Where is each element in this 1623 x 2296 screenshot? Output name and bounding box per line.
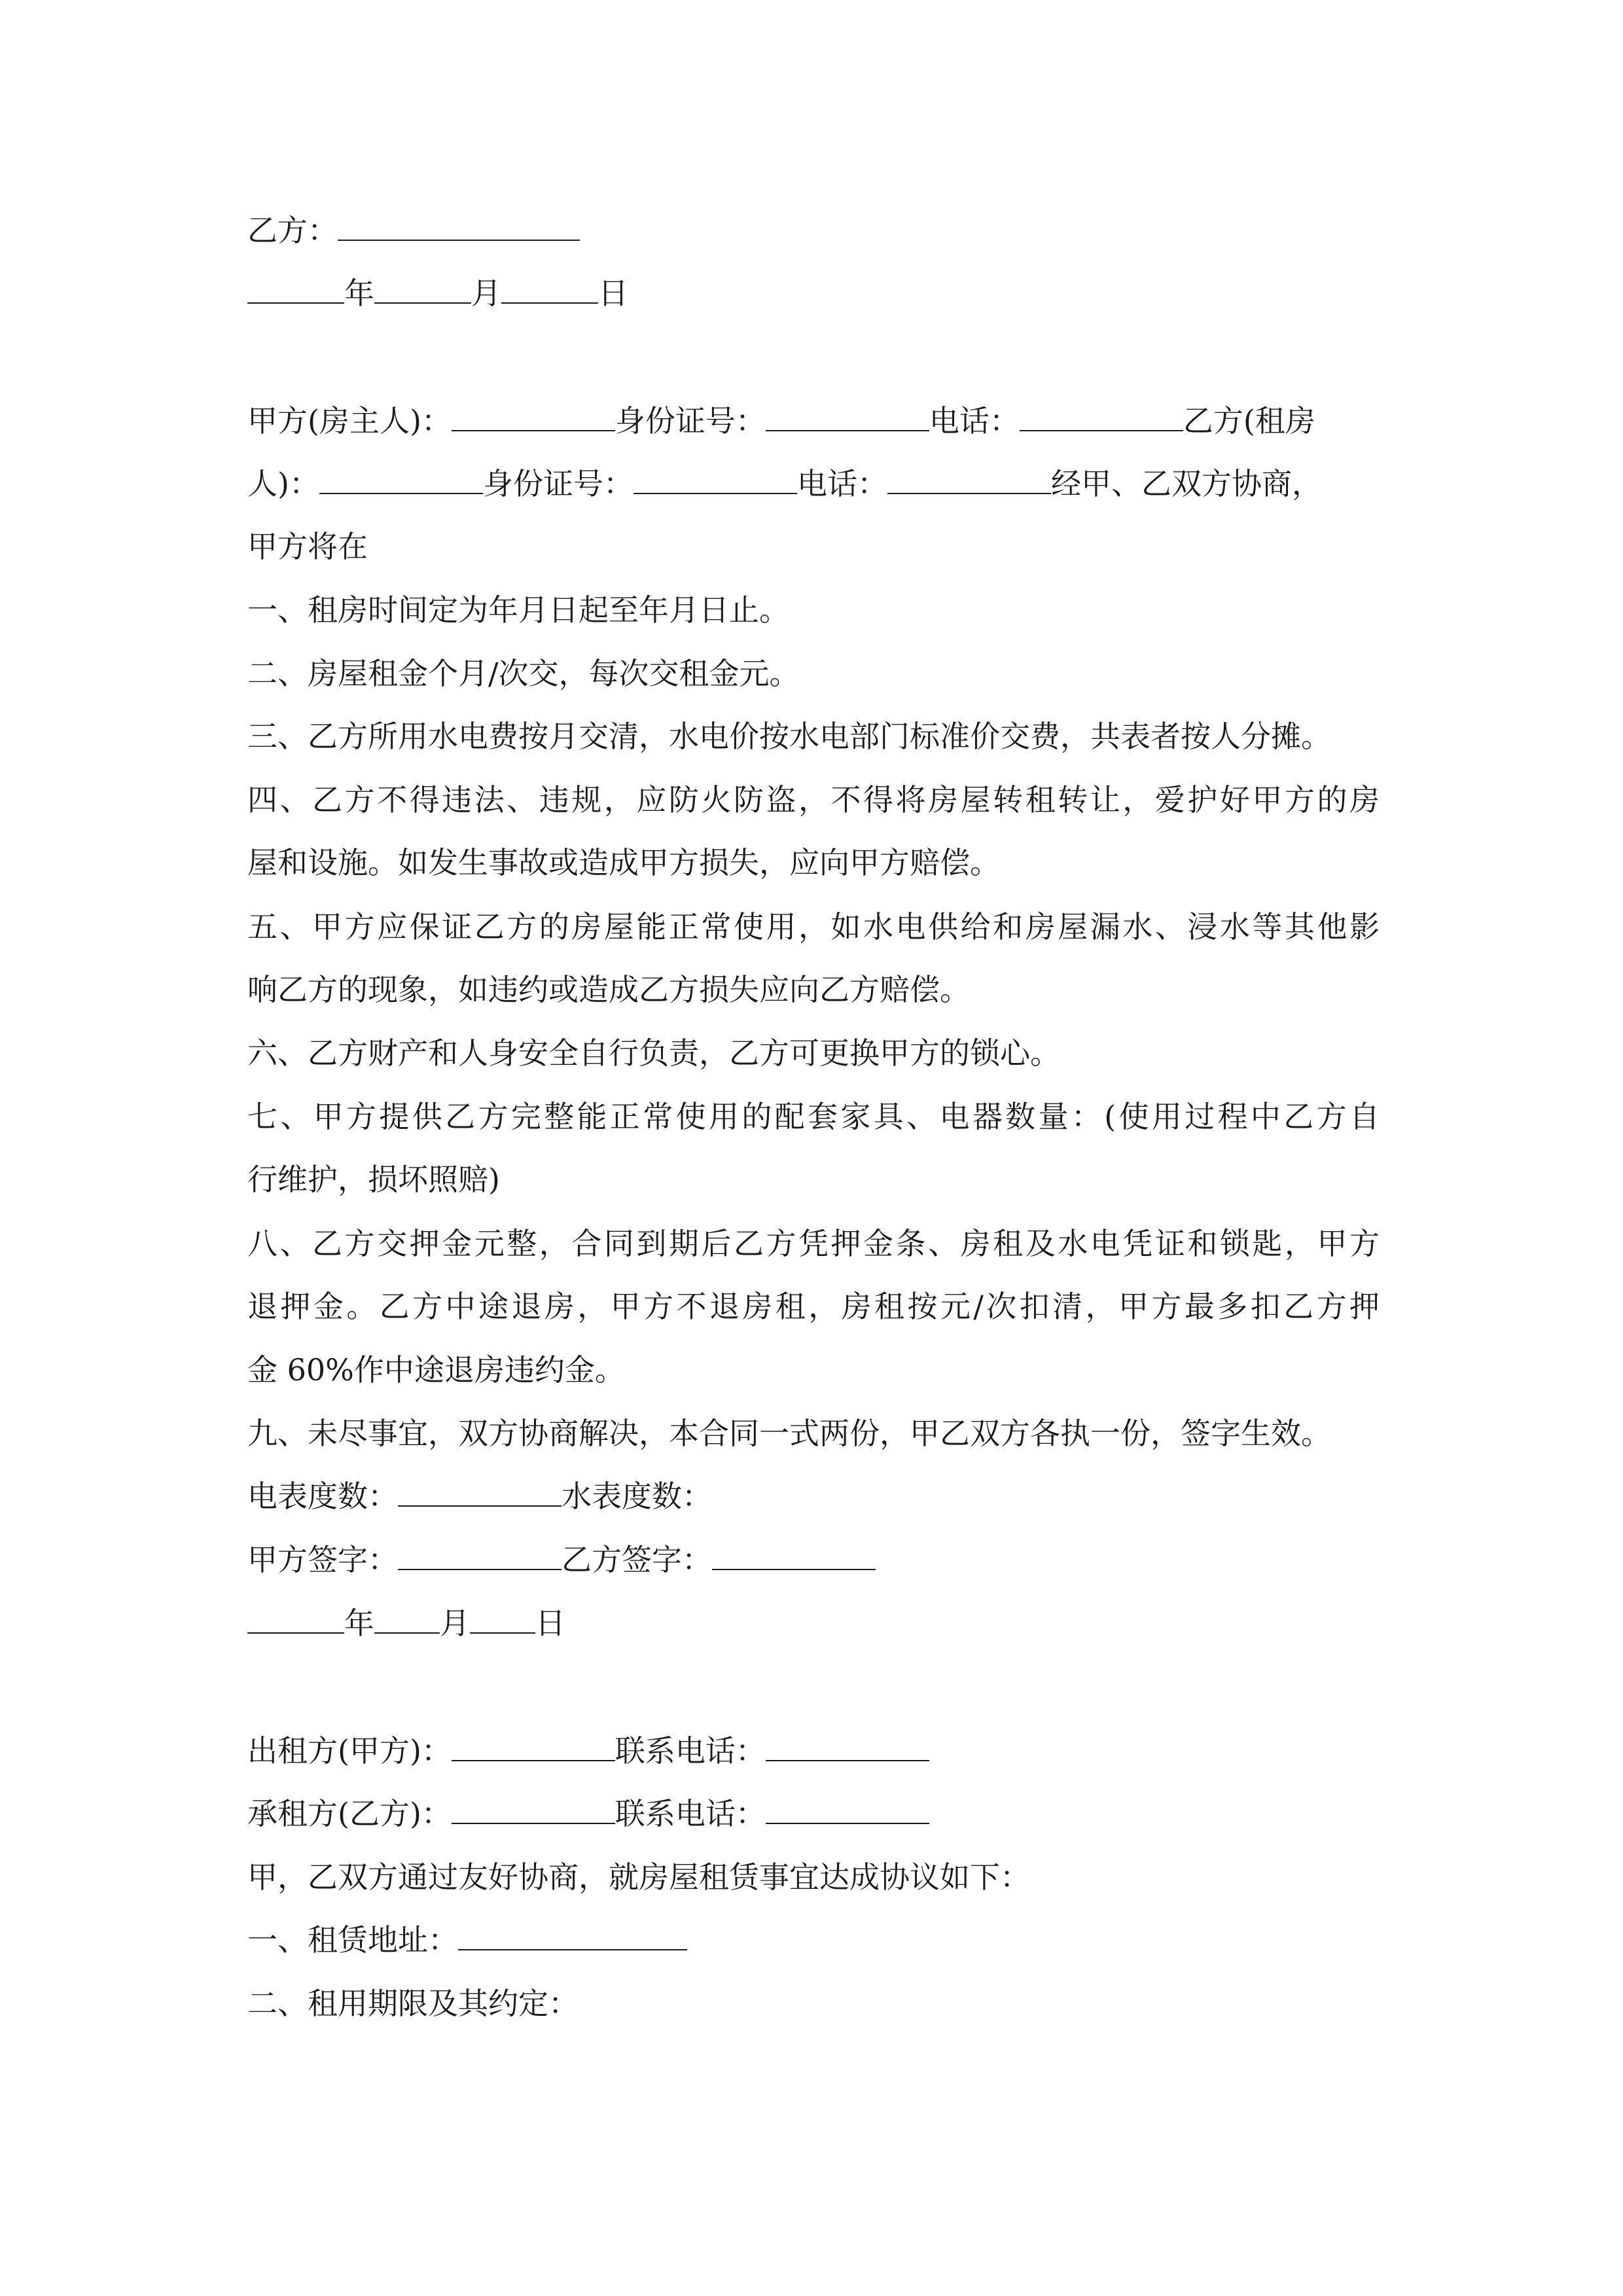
clause-5-line-1: 五、甲方应保证乙方的房屋能正常使用，如水电供给和房屋漏水、浸水等其他影 xyxy=(247,909,1380,944)
clause-8-line-2: 退押金。乙方中途退房，甲方不退房租，房租按元/次扣清，甲方最多扣乙方押 xyxy=(247,1289,1380,1324)
renter-label-end: 人)： xyxy=(247,466,319,501)
signature-line xyxy=(247,1540,876,1579)
clause-8-line-1: 八、乙方交押金元整，合同到期后乙方凭押金条、房租及水电凭证和锁匙，甲方 xyxy=(247,1226,1380,1261)
lessee-line xyxy=(247,1794,929,1833)
id-number-label: 身份证号： xyxy=(615,403,766,439)
lessor-phone-blank xyxy=(766,1731,929,1761)
phone-blank-2 xyxy=(887,464,1051,494)
party-b-label: 乙方： xyxy=(247,213,338,248)
owner-blank xyxy=(452,401,615,431)
year-blank xyxy=(247,274,344,304)
lessee-phone-blank xyxy=(766,1794,929,1824)
party-b-renter-label: 乙方(租房 xyxy=(1183,403,1315,439)
meter-readings-line xyxy=(247,1477,712,1516)
electric-meter-blank xyxy=(398,1477,562,1507)
lease-address-blank xyxy=(458,1920,687,1950)
sign-year-label: 年 xyxy=(344,1605,374,1641)
lessor-label: 出租方(甲方)： xyxy=(247,1733,452,1768)
lessor-blank xyxy=(452,1731,615,1761)
month-label: 月 xyxy=(471,276,501,311)
day-label: 日 xyxy=(598,276,628,311)
lease-address-line xyxy=(247,1920,687,1960)
lessee-blank xyxy=(452,1794,615,1824)
clause-6: 六、乙方财产和人身安全自行负责，乙方可更换甲方的锁心。 xyxy=(247,1035,1060,1071)
second-intro: 甲，乙双方通过友好协商，就房屋租赁事宜达成协议如下： xyxy=(247,1859,1030,1895)
id-number-blank-2 xyxy=(633,464,797,494)
sign-year-blank xyxy=(247,1604,344,1634)
party-b-signature-blank xyxy=(712,1540,876,1570)
intro-line-2 xyxy=(247,464,1322,503)
lessee-label: 承租方(乙方)： xyxy=(247,1796,452,1831)
clause-4-line-1: 四、乙方不得违法、违规，应防火防盗，不得将房屋转租转让，爱护好甲方的房 xyxy=(247,782,1380,817)
sign-month-blank xyxy=(374,1604,440,1634)
sign-day-label: 日 xyxy=(535,1605,565,1641)
lessor-line xyxy=(247,1731,929,1770)
clause-9: 九、未尽事宜，双方协商解决，本合同一式两份，甲乙双方各执一份，签字生效。 xyxy=(247,1416,1331,1451)
intro-line-1 xyxy=(247,401,1315,440)
clause-4-line-2: 屋和设施。如发生事故或造成甲方损失，应向甲方赔偿。 xyxy=(247,845,1000,880)
intro-line-3: 甲方将在 xyxy=(247,529,368,564)
sign-day-blank xyxy=(470,1604,535,1634)
party-b-signature-label: 乙方签字： xyxy=(562,1542,712,1577)
water-meter-label: 水表度数： xyxy=(562,1479,712,1514)
id-number-blank xyxy=(766,401,929,431)
lessee-phone-label: 联系电话： xyxy=(615,1796,766,1831)
party-a-owner-label: 甲方(房主人)： xyxy=(247,403,452,439)
lease-address-label: 一、租赁地址： xyxy=(247,1922,458,1958)
clause-8-line-3: 金 60%作中途退房违约金。 xyxy=(247,1352,625,1388)
phone-label-2: 电话： xyxy=(796,466,887,501)
party-b-blank xyxy=(338,211,580,241)
party-b-line xyxy=(247,211,580,250)
signature-date-line xyxy=(247,1604,565,1643)
header-date-line xyxy=(247,274,628,313)
clause-2: 二、房屋租金个月/次交，每次交租金元。 xyxy=(247,656,800,691)
month-blank xyxy=(374,274,471,304)
lease-term-heading: 二、租用期限及其约定： xyxy=(247,1986,579,2021)
agreement-text: 经甲、乙双方协商， xyxy=(1050,466,1322,501)
phone-blank xyxy=(1020,401,1183,431)
phone-label: 电话： xyxy=(929,403,1020,439)
year-label: 年 xyxy=(344,276,374,311)
clause-7-line-2: 行维护，损坏照赔) xyxy=(247,1162,500,1197)
sign-month-label: 月 xyxy=(440,1605,470,1641)
clause-7-line-1: 七、甲方提供乙方完整能正常使用的配套家具、电器数量：(使用过程中乙方自 xyxy=(247,1099,1380,1134)
clause-5-line-2: 响乙方的现象，如违约或造成乙方损失应向乙方赔偿。 xyxy=(247,972,970,1007)
id-number-label-2: 身份证号： xyxy=(482,466,633,501)
renter-blank xyxy=(319,464,483,494)
lessor-phone-label: 联系电话： xyxy=(615,1733,766,1768)
day-blank xyxy=(501,274,598,304)
party-a-signature-label: 甲方签字： xyxy=(247,1542,398,1577)
clause-3: 三、乙方所用水电费按月交清，水电价按水电部门标准价交费，共表者按人分摊。 xyxy=(247,719,1331,754)
clause-1: 一、租房时间定为年月日起至年月日止。 xyxy=(247,592,789,628)
electric-meter-label: 电表度数： xyxy=(247,1479,398,1514)
party-a-signature-blank xyxy=(398,1540,562,1570)
